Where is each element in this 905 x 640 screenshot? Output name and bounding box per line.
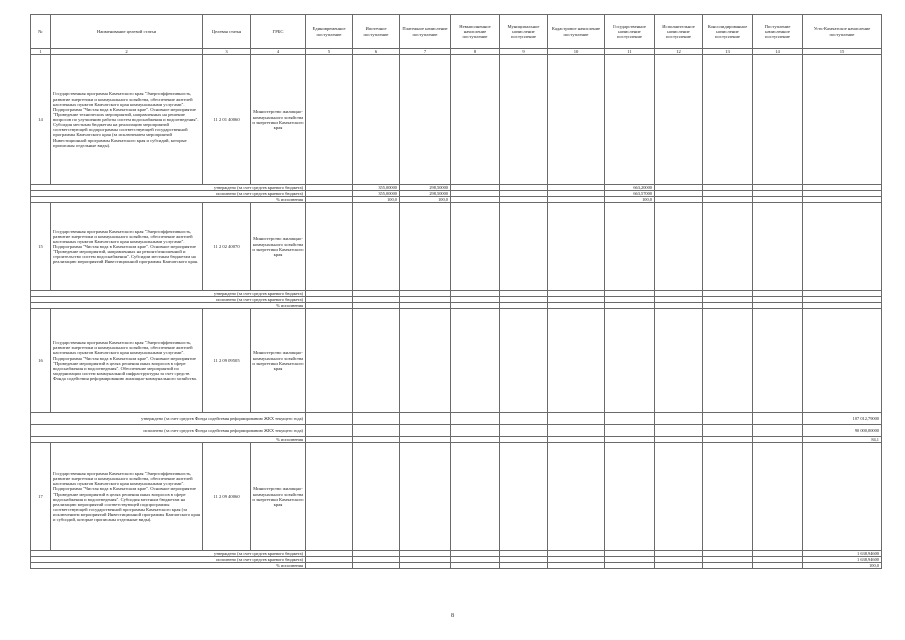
subtotal-label: утверждено (за счет средств краевого бюджета) (31, 551, 306, 557)
empty-cell (655, 55, 703, 185)
empty-cell (500, 413, 548, 425)
column-number: 7 (400, 49, 451, 55)
value-cell: 100,0 (353, 197, 400, 203)
column-number: 12 (655, 49, 703, 55)
empty-cell (306, 55, 353, 185)
subtotal-label: % исполнения (31, 197, 306, 203)
value-cell: 100,0 (400, 197, 451, 203)
column-number: 9 (500, 49, 548, 55)
column-header: Поступление начисленное поступление (753, 15, 803, 49)
empty-cell (451, 563, 500, 569)
empty-cell (306, 425, 353, 437)
grbs-name: Министерство жилищно-коммунального хозяйства и энергетики Камчатского края (251, 309, 306, 413)
table-body (31, 55, 882, 569)
empty-cell (548, 55, 605, 185)
empty-cell (803, 443, 882, 551)
column-header: Консолидированное начисление поступление (703, 15, 753, 49)
table-row (31, 309, 882, 413)
column-header: Усть-Камчатское начисление поступление (803, 15, 882, 49)
program-name: Государственная программа Камчатского края "Энергоэффективность, развитие энергетики и коммунального хозяйства, обеспечение жителей населенных пунктов Камчатского края коммунальными услугами". Подпрограмма "Чистая вода в Камчатском крае". Основное мероприятие "Проведение технических мероприятий, направленных на решение вопросов по улучшению работы систем водоснабжения и водоотведения". Субсидия местным бюджетам на реализацию мероприятий соответствующей подпрограммы соответствующей государственной программы Камчатского края (за исключением мероприятий Инвестиционной программы Камчатского края и субсидий, которые прописаны отдельные виды). (51, 55, 203, 185)
column-header: ГРБС (251, 15, 306, 49)
row-number: 15 (31, 203, 51, 291)
empty-cell (803, 203, 882, 291)
program-name: Государственная программа Камчатского края "Энергоэффективность, развитие энергетики и коммунального хозяйства, обеспечение жителей населенных пунктов Камчатского края коммунальными услугами". Подпрограмма "Чистая вода в Камчатском крае". Основное мероприятие "Проведение мероприятий, направленных на ремонт/изношенной и строительство систем водоснабжения". Субсидии местным бюджетам на реализацию мероприятий Инвестиционной программы Камчатского края. (51, 203, 203, 291)
value-cell (353, 563, 400, 569)
row-number: 17 (31, 443, 51, 551)
subtotal-label: % исполнения (31, 563, 306, 569)
empty-cell (451, 413, 500, 425)
target-code: 11 2 09 40060 (203, 443, 251, 551)
empty-cell (753, 413, 803, 425)
column-header: Платежное начисление поступление (400, 15, 451, 49)
value-cell: 355,00000 (353, 191, 400, 197)
subtotal-label: % исполнения (31, 303, 306, 309)
value-cell: 84,1 (803, 437, 882, 443)
empty-cell (753, 203, 803, 291)
empty-cell (500, 425, 548, 437)
row-number: 14 (31, 55, 51, 185)
subtotal-label: утверждено (за счет средств краевого бюджета) (31, 291, 306, 297)
empty-cell (753, 55, 803, 185)
column-number: 11 (605, 49, 655, 55)
empty-cell (451, 309, 500, 413)
value-cell: 1 638,94600 (803, 557, 882, 563)
column-header: Государственное начисление поступление (605, 15, 655, 49)
empty-cell (605, 55, 655, 185)
column-number: 2 (51, 49, 203, 55)
empty-cell (306, 443, 353, 551)
empty-cell (500, 563, 548, 569)
empty-cell (353, 55, 400, 185)
empty-cell (703, 425, 753, 437)
value-cell: 100,0 (803, 563, 882, 569)
column-number: 13 (703, 49, 753, 55)
empty-cell (548, 413, 605, 425)
value-cell: 107 012,79000 (803, 413, 882, 425)
empty-cell (605, 309, 655, 413)
empty-cell (548, 309, 605, 413)
target-code: 11 2 09 09505 (203, 309, 251, 413)
grbs-name: Министерство жилищно-коммунального хозяйства и энергетики Камчатского края (251, 443, 306, 551)
value-cell (605, 425, 655, 437)
program-name: Государственная программа Камчатского края "Энергоэффективность, развитие энергетики и коммунального хозяйства, обеспечение жителей населенных пунктов Камчатского края коммунальными услугами". Подпрограмма "Чистая вода в Камчатском крае". Основное мероприятие "Проведение мероприятий в целях решения иных вопросов в сфере водоснабжения и водоотведения". Субсидия местным бюджетам на реализацию мероприятий соответствующей подпрограммы соответствующей государственной программы Камчатского края (за исключением мероприятий Инвестиционной программы Камчатского края и субсидий, которые прописаны отдельные виды). (51, 443, 203, 551)
empty-cell (703, 563, 753, 569)
subtotal-label: исполнено (за счет средств краевого бюджета) (31, 191, 306, 197)
subtotal-row (31, 425, 882, 437)
empty-cell (655, 563, 703, 569)
empty-cell (655, 443, 703, 551)
empty-cell (548, 563, 605, 569)
empty-cell (753, 563, 803, 569)
empty-cell (703, 443, 753, 551)
empty-cell (306, 413, 353, 425)
table-row (31, 443, 882, 551)
empty-cell (353, 309, 400, 413)
column-header: Муниципальное начисление поступление (500, 15, 548, 49)
empty-cell (803, 55, 882, 185)
column-number: 6 (353, 49, 400, 55)
subtotal-label: % исполнения (31, 437, 306, 443)
value-cell: 355,00000 (353, 185, 400, 191)
grbs-name: Министерство жилищно-коммунального хозяйства и энергетики Камчатского края (251, 55, 306, 185)
empty-cell (306, 309, 353, 413)
value-cell (353, 425, 400, 437)
empty-cell (306, 563, 353, 569)
empty-cell (548, 425, 605, 437)
empty-cell (753, 443, 803, 551)
empty-cell (655, 309, 703, 413)
subtotal-row (31, 413, 882, 425)
empty-cell (400, 203, 451, 291)
empty-cell (353, 203, 400, 291)
empty-cell (655, 425, 703, 437)
empty-cell (703, 309, 753, 413)
column-header: № (31, 15, 51, 49)
row-number: 16 (31, 309, 51, 413)
budget-table-sheet (30, 14, 881, 569)
target-code: 11 2 01 40060 (203, 55, 251, 185)
value-cell: 663,57000 (605, 191, 655, 197)
empty-cell (703, 55, 753, 185)
column-header: Наименование целевой статьи (51, 15, 203, 49)
subtotal-row (31, 563, 882, 569)
empty-cell (500, 309, 548, 413)
empty-cell (400, 55, 451, 185)
subtotal-label: исполнено (за счет средств Фонда содействия реформированию ЖКХ текущего года) (31, 425, 306, 437)
subtotal-label: утверждено (за счет средств Фонда содействия реформированию ЖКХ текущего года) (31, 413, 306, 425)
subtotal-label: утверждено (за счет средств краевого бюджета) (31, 185, 306, 191)
empty-cell (500, 203, 548, 291)
target-code: 11 2 02 40070 (203, 203, 251, 291)
empty-cell (400, 309, 451, 413)
value-cell (605, 413, 655, 425)
value-cell: 90 000,00000 (803, 425, 882, 437)
value-cell: 298,50000 (400, 185, 451, 191)
empty-cell (703, 203, 753, 291)
empty-cell (605, 443, 655, 551)
column-number: 4 (251, 49, 306, 55)
column-header: Целевая статья (203, 15, 251, 49)
value-cell (605, 563, 655, 569)
empty-cell (451, 55, 500, 185)
empty-cell (655, 413, 703, 425)
empty-cell (500, 443, 548, 551)
column-header: Единовременное поступление (306, 15, 353, 49)
empty-cell (451, 203, 500, 291)
column-number: 10 (548, 49, 605, 55)
budget-table (30, 14, 882, 569)
value-cell (353, 413, 400, 425)
empty-cell (753, 309, 803, 413)
empty-cell (500, 55, 548, 185)
column-header: Исполнительное начисление поступление (655, 15, 703, 49)
column-number: 3 (203, 49, 251, 55)
empty-cell (655, 203, 703, 291)
column-header: Кадастровое начисление поступление (548, 15, 605, 49)
value-cell (400, 413, 451, 425)
value-cell (400, 563, 451, 569)
empty-cell (353, 443, 400, 551)
empty-cell (400, 443, 451, 551)
table-row (31, 203, 882, 291)
empty-cell (703, 413, 753, 425)
empty-cell (605, 203, 655, 291)
column-number: 14 (753, 49, 803, 55)
value-cell: 298,50000 (400, 191, 451, 197)
program-name: Государственная программа Камчатского края "Энергоэффективность, развитие энергетики и коммунального хозяйства, обеспечение жителей населенных пунктов Камчатского края коммунальными услугами". Подпрограмма "Чистая вода в Камчатском крае". Основное мероприятие "Проведение мероприятий в целях решения иных вопросов в сфере водоснабжения и водоотведения". Обеспечение мероприятий по модернизации систем коммунальной инфраструктуры за счет средств Фонда содействия реформированию жилищно-коммунального хозяйства. (51, 309, 203, 413)
column-header: Невыполненное начисление поступление (451, 15, 500, 49)
value-cell (400, 425, 451, 437)
empty-cell (451, 443, 500, 551)
header-row (31, 15, 882, 49)
value-cell: 100,0 (605, 197, 655, 203)
column-number: 1 (31, 49, 51, 55)
grbs-name: Министерство жилищно-коммунального хозяйства и энергетики Камчатского края (251, 203, 306, 291)
subtotal-label: исполнено (за счет средств краевого бюджета) (31, 297, 306, 303)
empty-cell (753, 425, 803, 437)
table-row (31, 55, 882, 185)
empty-cell (548, 203, 605, 291)
value-cell: 663,20000 (605, 185, 655, 191)
value-cell: 1 638,94600 (803, 551, 882, 557)
subtotal-label: исполнено (за счет средств краевого бюджета) (31, 557, 306, 563)
column-number: 8 (451, 49, 500, 55)
column-number: 15 (803, 49, 882, 55)
empty-cell (451, 425, 500, 437)
empty-cell (803, 309, 882, 413)
column-number: 5 (306, 49, 353, 55)
empty-cell (548, 443, 605, 551)
column-header: Ипотечное поступление (353, 15, 400, 49)
empty-cell (306, 203, 353, 291)
page-number: 8 (451, 613, 454, 619)
